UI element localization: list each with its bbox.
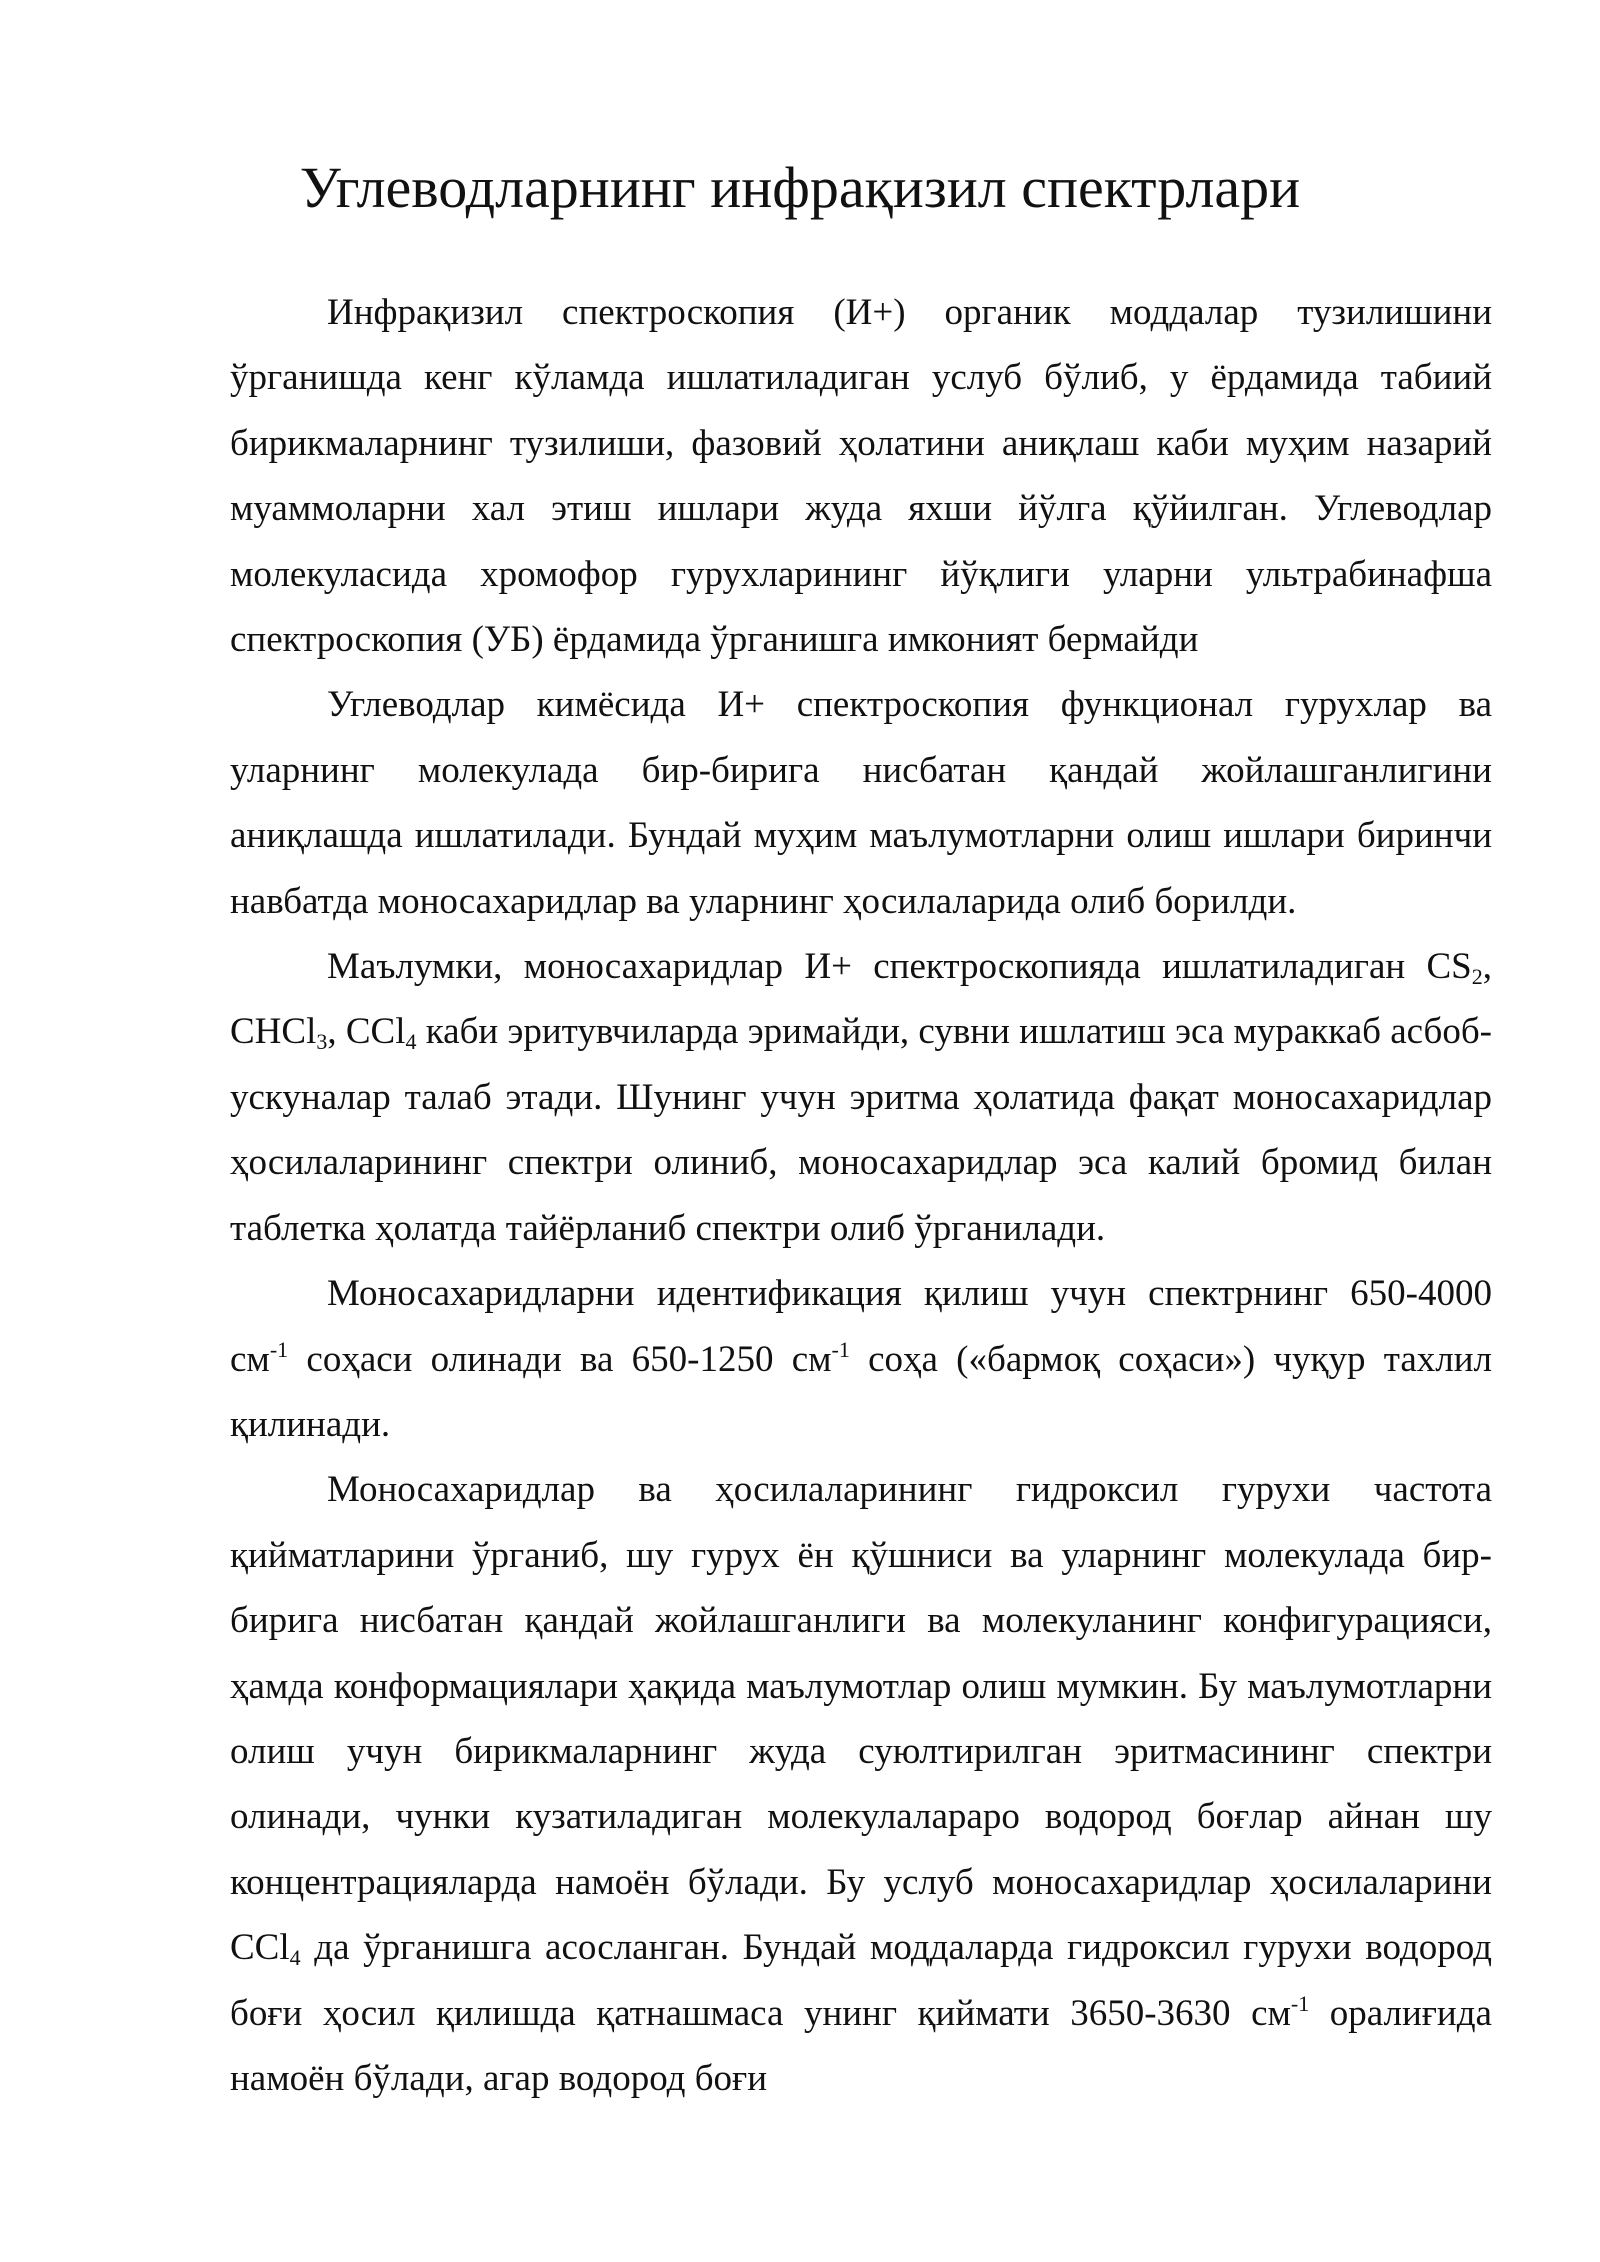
paragraph-3-text-d: каби эритувчиларда эримайди, сувни ишлатиш эса мураккаб асбоб-ускуналар талаб этади. Шунинг учун эритма ҳолатида фақат моносахаридлар ҳосилаларининг спектри олиниб, моносахаридлар эса калий бромид билан таблетка ҳолатда тайёрланиб спектри олиб ўрганилади. <box>230 1011 1492 1249</box>
subscript-4: 4 <box>405 1029 417 1055</box>
paragraph-3-text-a: Маълумки, моносахаридлар И+ спектроскопияда ишлатиладиган CS <box>327 946 1472 988</box>
paragraph-5 <box>230 1457 1492 2111</box>
paragraph-5-text-b: да ўрганишга асосланган. Бундай моддаларда гидроксил гурухи водород боғи ҳосил қилишда қатнашмаса унинг қиймати 3650-3630 см <box>230 1927 1492 2034</box>
document-title: Углеводларнинг инфрақизил спектрлари <box>299 155 1301 220</box>
paragraph-4-text-c: соҳа («бармоқ соҳаси») чуқур тахлил қилинади. <box>230 1338 1492 1445</box>
superscript-minus-1: -1 <box>831 1336 850 1362</box>
superscript-minus-1: -1 <box>269 1336 289 1362</box>
subscript-2: 2 <box>1471 964 1483 990</box>
paragraph-5-text-c: оралиғида намоён бўлади, агар водород боғи <box>230 1992 1492 2099</box>
paragraph-4-text-b: соҳаси олинади ва 650-1250 см <box>288 1338 832 1380</box>
subscript-4: 4 <box>289 1945 301 1971</box>
paragraph-3 <box>230 934 1492 1261</box>
paragraph-4 <box>230 1261 1492 1457</box>
paragraph-3-text-c: , CCl <box>327 1011 406 1053</box>
paragraph-3-text-b: , CHCl <box>230 946 1492 1053</box>
paragraph-2: Углеводлар кимёсида И+ спектроскопия функционал гурухлар ва уларнинг молекулада бир-бирига нисбатан қандай жойлашганлигини аниқлашда ишлатилади. Бундай муҳим маълумотларни олиш ишлари биринчи навбатда моносахаридлар ва уларнинг ҳосилаларида олиб борилди. <box>230 684 1492 922</box>
paragraph-1: Инфрақизил спектроскопия (И+) органик моддалар тузилишини ўрганишда кенг кўламда ишлатиладиган услуб бўлиб, у ёрдамида табиий бирикмаларнинг тузилиши, фазовий ҳолатини аниқлаш каби муҳим назарий муаммоларни хал этиш ишлари жуда яхши йўлга қўйилган. Углеводлар молекуласида хромофор гурухларининг йўқлиги уларни ультрабинафша спектроскопия (УБ) ёрдамида ўрганишга имконият бермайди <box>230 292 1492 661</box>
subscript-3: 3 <box>316 1029 328 1055</box>
paragraph-5-text-a: Моносахаридлар ва ҳосилаларининг гидроксил гурухи частота қийматларини ўрганиб, шу гурух ён қўшниси ва уларнинг молекулада бир-бирига нисбатан қандай жойлашганлиги ва молекуланинг конфигурацияси, ҳамда конформациялари ҳақида маълумотлар олиш мумкин. Бу маълумотларни олиш учун бирикмаларнинг жуда суюлтирилган эритмасининг спектри олинади, чунки кузатиладиган молекулалараро водород боғлар айнан шу концентрацияларда намоён бўлади. Бу услуб моносахаридлар ҳосилаларини CCl <box>230 1469 1492 1969</box>
superscript-minus-1: -1 <box>1290 1990 1310 2016</box>
document-body <box>230 280 1492 2111</box>
paragraph-4-text-a: Моносахаридларни идентификация қилиш учун спектрнинг 650-4000 см <box>230 1273 1492 1380</box>
